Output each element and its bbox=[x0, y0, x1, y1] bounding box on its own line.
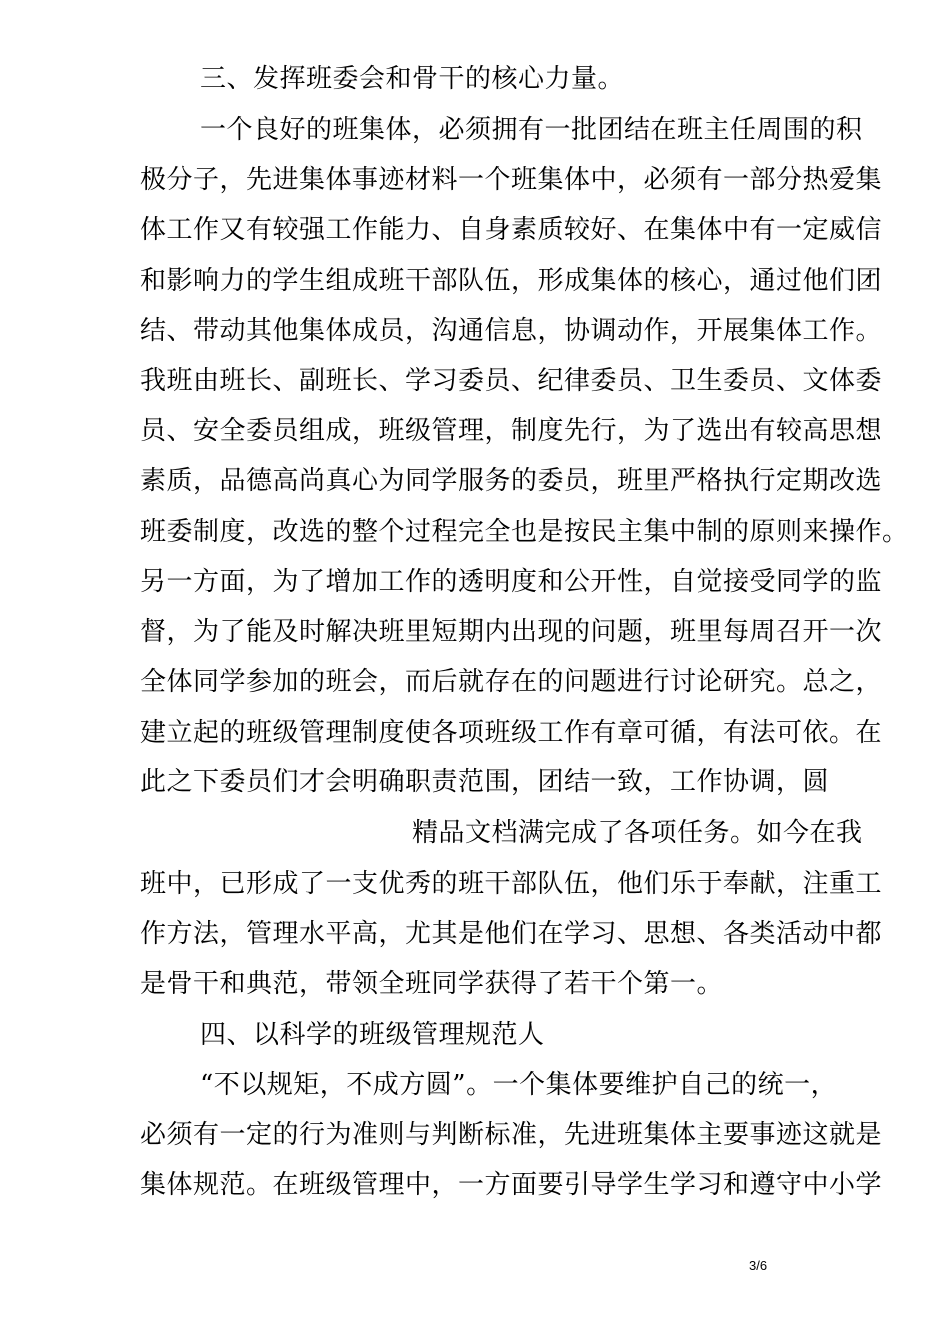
section-heading-4: 四、以科学的班级管理规范人 bbox=[200, 1020, 545, 1050]
paragraph-line: 班委制度，改选的整个过程完全也是按民主集中制的原则来操作。 bbox=[140, 517, 909, 547]
paragraph-line: 督，为了能及时解决班里短期内出现的问题，班里每周召开一次 bbox=[140, 617, 883, 647]
page-number: 3/6 bbox=[749, 1258, 768, 1273]
paragraph-line: 精品文档满完成了各项任务。如今在我 bbox=[412, 818, 863, 848]
paragraph-line: 素质，品德高尚真心为同学服务的委员，班里严格执行定期改选 bbox=[140, 466, 883, 496]
paragraph-line: 极分子，先进集体事迹材料一个班集体中，必须有一部分热爱集 bbox=[140, 165, 883, 195]
paragraph-line: “不以规矩，不成方圆”。一个集体要维护自己的统一， bbox=[200, 1070, 838, 1100]
paragraph-line: 结、带动其他集体成员，沟通信息，协调动作，开展集体工作。 bbox=[140, 316, 883, 346]
paragraph-line: 必须有一定的行为准则与判断标准，先进班集体主要事迹这就是 bbox=[140, 1120, 883, 1150]
paragraph-line: 作方法，管理水平高，尤其是他们在学习、思想、各类活动中都 bbox=[140, 919, 883, 949]
paragraph-line: 我班由班长、副班长、学习委员、纪律委员、卫生委员、文体委 bbox=[140, 366, 883, 396]
paragraph-line: 是骨干和典范，带领全班同学获得了若干个第一。 bbox=[140, 969, 724, 999]
paragraph-line: 一个良好的班集体，必须拥有一批团结在班主任周围的积 bbox=[200, 115, 863, 145]
paragraph-line: 和影响力的学生组成班干部队伍，形成集体的核心，通过他们团 bbox=[140, 266, 883, 296]
paragraph-line: 此之下委员们才会明确职责范围，团结一致，工作协调，圆 bbox=[140, 767, 830, 797]
paragraph-line: 员、安全委员组成，班级管理，制度先行，为了选出有较高思想 bbox=[140, 416, 883, 446]
paragraph-line: 建立起的班级管理制度使各项班级工作有章可循，有法可依。在 bbox=[140, 718, 883, 748]
paragraph-line: 另一方面，为了增加工作的透明度和公开性，自觉接受同学的监 bbox=[140, 567, 883, 597]
paragraph-line: 体工作又有较强工作能力、自身素质较好、在集体中有一定威信 bbox=[140, 215, 883, 245]
paragraph-line: 集体规范。在班级管理中，一方面要引导学生学习和遵守中小学 bbox=[140, 1170, 883, 1200]
section-heading-3: 三、发挥班委会和骨干的核心力量。 bbox=[200, 64, 625, 94]
paragraph-line: 班中，已形成了一支优秀的班干部队伍，他们乐于奉献，注重工 bbox=[140, 869, 883, 899]
paragraph-line: 全体同学参加的班会，而后就存在的问题进行讨论研究。总之， bbox=[140, 667, 883, 697]
